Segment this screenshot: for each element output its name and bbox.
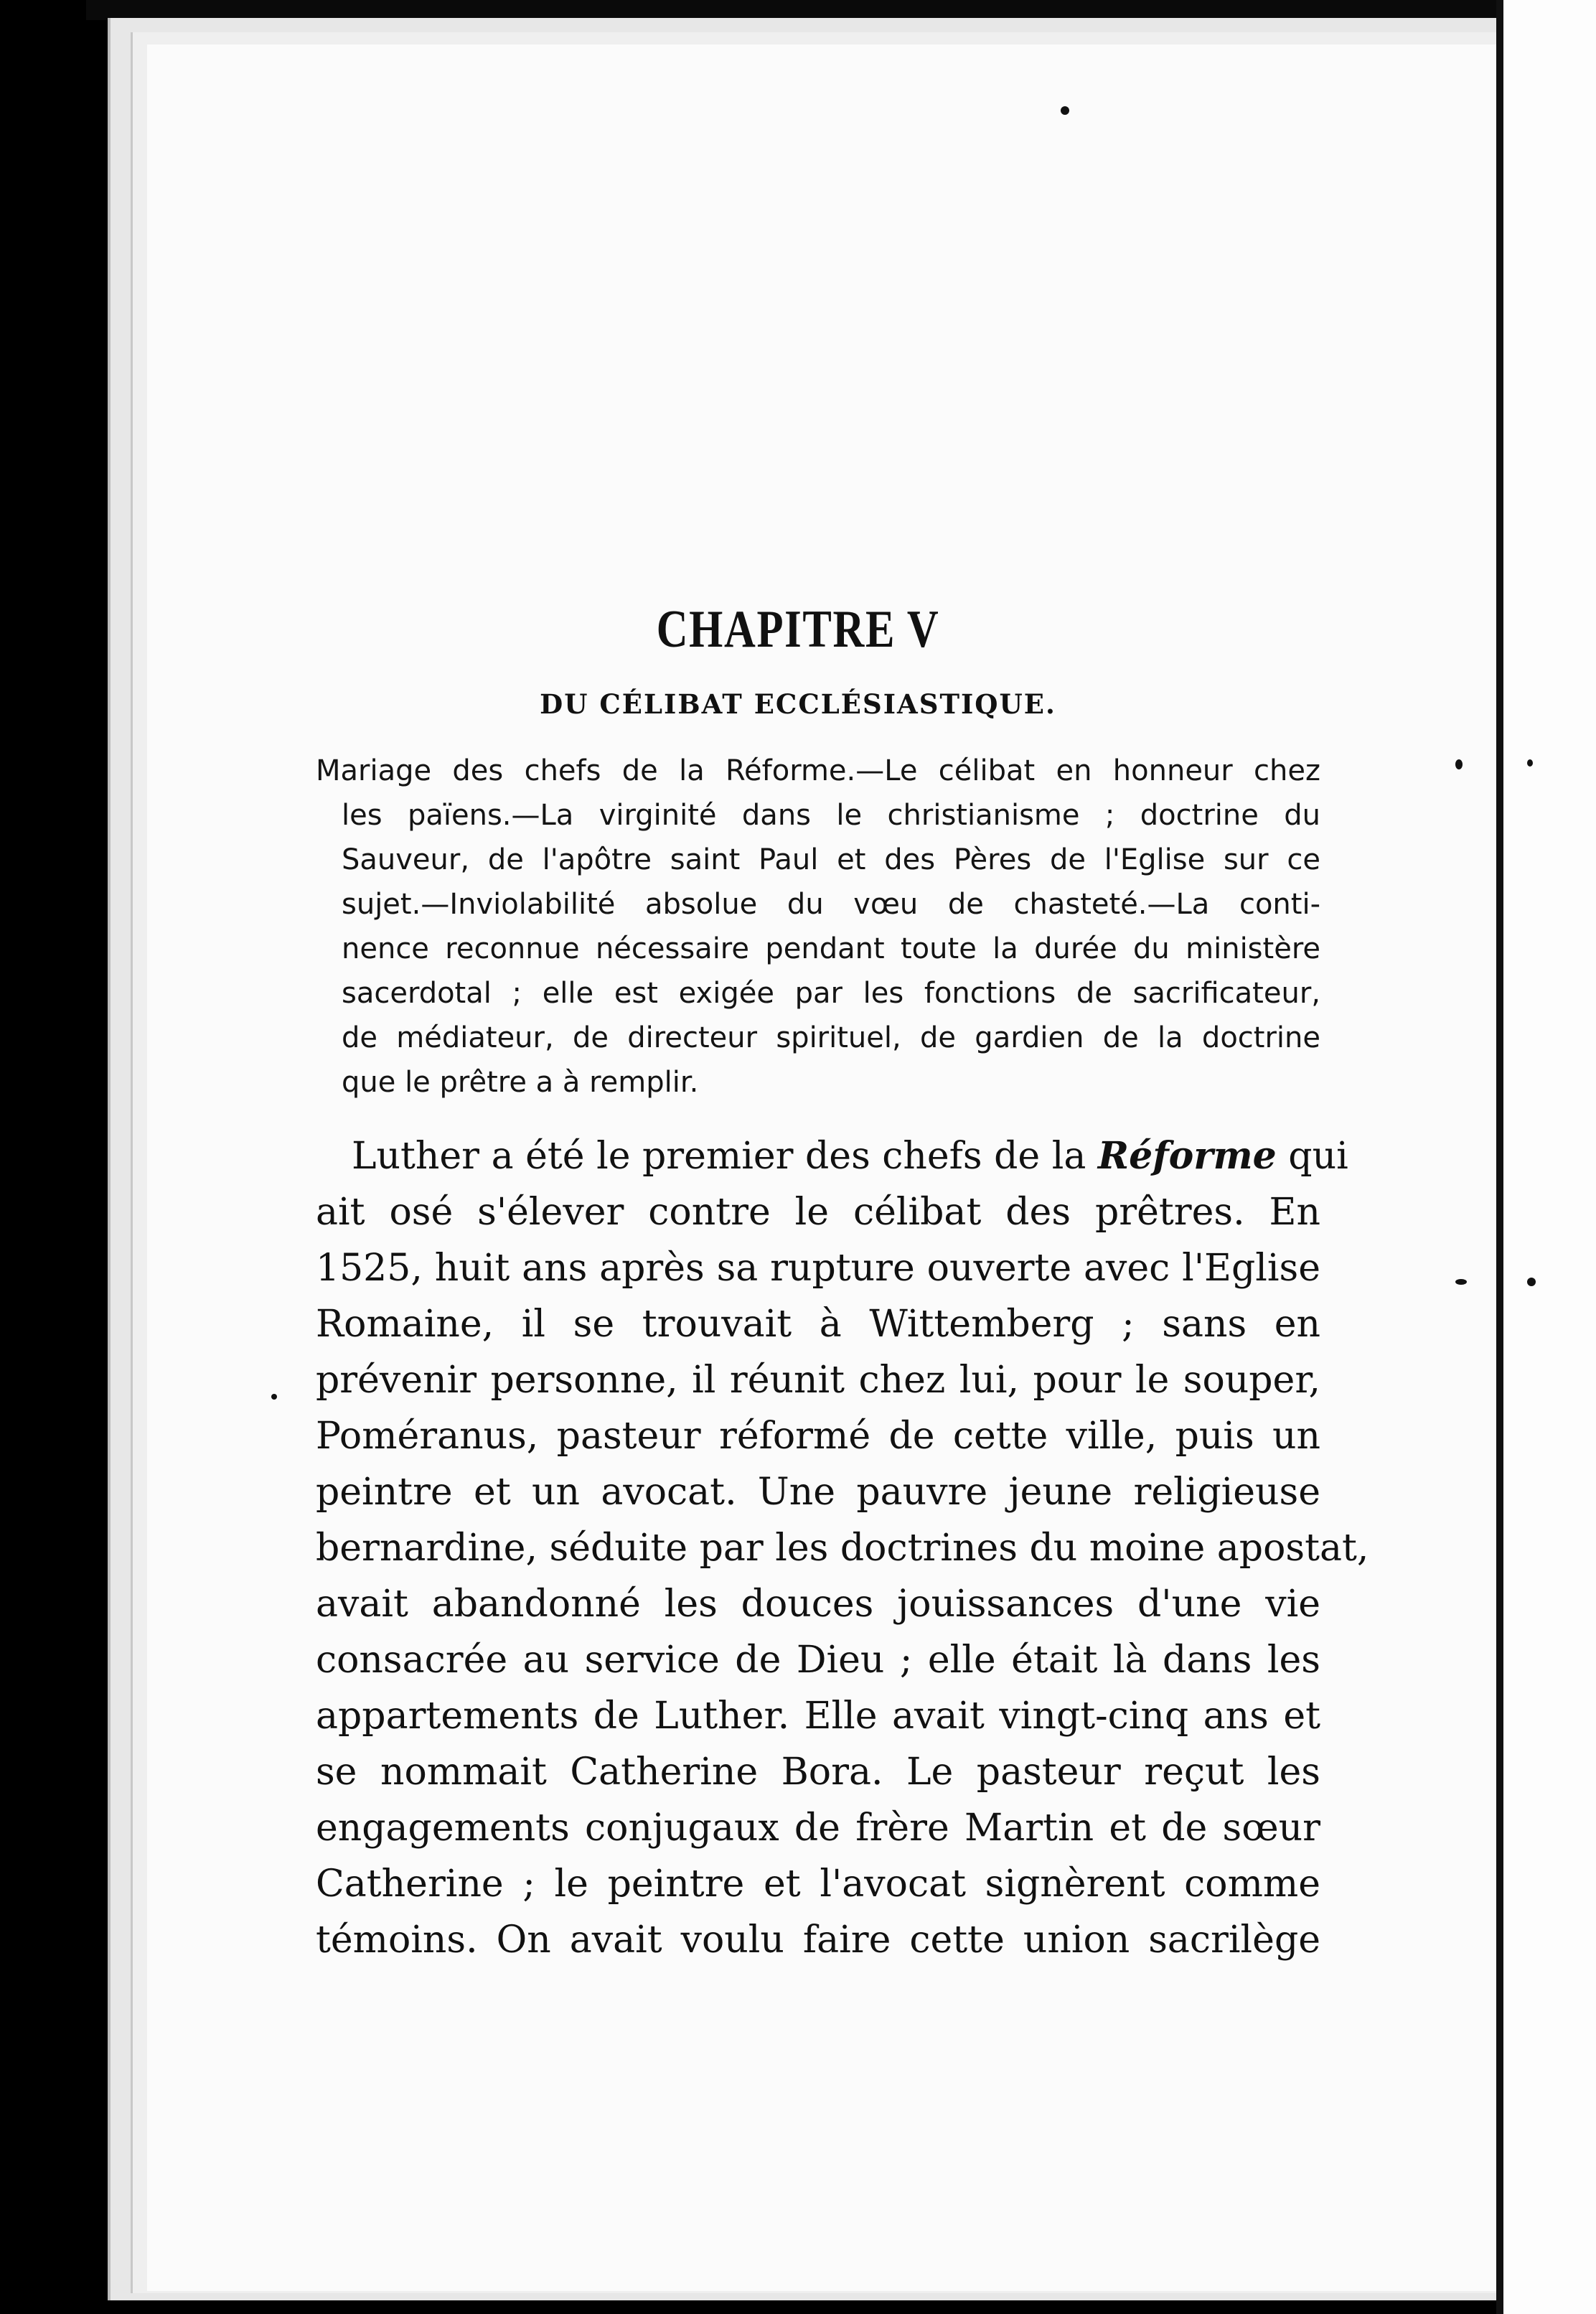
body-line: Romaine, il se trouvait à Wittemberg ; sans en — [316, 1303, 1320, 1346]
body-line: Catherine ; le peintre et l'avocat signèrent comme — [316, 1863, 1320, 1906]
body-line: consacrée au service de Dieu ; elle était là dans les — [316, 1639, 1320, 1682]
chapter-subtitle: DU CÉLIBAT ECCLÉSIASTIQUE. — [540, 688, 1056, 720]
summary-line: de médiateur, de directeur spirituel, de gardien de la doctrine — [342, 1021, 1320, 1054]
chapter-summary — [316, 749, 1320, 1105]
summary-line: que le prêtre a à remplir. — [342, 1066, 699, 1099]
body-line: peintre et un avocat. Une pauvre jeune religieuse — [316, 1471, 1320, 1514]
body-line: Poméranus, pasteur réformé de cette ville, puis un — [316, 1415, 1320, 1458]
summary-line: les païens.—La virginité dans le christianisme ; doctrine du — [342, 799, 1320, 832]
ink-speck — [271, 1394, 277, 1400]
body-line: témoins. On avait voulu faire cette union sacrilège — [316, 1919, 1320, 1962]
ink-speck — [1061, 106, 1069, 115]
emphasized-title: Réforme — [1097, 1134, 1277, 1178]
ink-speck — [1455, 759, 1463, 769]
body-line: prévenir personne, il réunit chez lui, pour le souper, — [316, 1359, 1320, 1402]
body-text-run: Luther a été le premier des chefs de la — [352, 1135, 1098, 1178]
body-line: ait osé s'élever contre le célibat des prêtres. En — [316, 1191, 1320, 1234]
summary-line: sacerdotal ; elle est exigée par les fonctions de sacrificateur, — [342, 977, 1320, 1010]
body-line: avait abandonné les douces jouissances d'une vie — [316, 1583, 1320, 1626]
summary-line: Mariage des chefs de la Réforme.—Le célibat en honneur chez — [316, 754, 1320, 787]
body-line: 1525, huit ans après sa rupture ouverte avec l'Eglise — [316, 1247, 1320, 1290]
chapter-body — [316, 1128, 1369, 1968]
body-line: engagements conjugaux de frère Martin et de sœur — [316, 1807, 1320, 1850]
body-line — [316, 1128, 1348, 1184]
body-line: bernardine, séduite par les doctrines du moine apostat, — [316, 1527, 1369, 1570]
chapter-title: CHAPITRE V — [656, 599, 940, 659]
facing-page-margin — [1503, 0, 1596, 2314]
scan-top-border — [86, 0, 1521, 20]
body-text-run: qui — [1276, 1135, 1348, 1178]
ink-speck — [1527, 1278, 1536, 1286]
summary-line: Sauveur, de l'apôtre saint Paul et des Pères de l'Eglise sur ce — [342, 843, 1320, 876]
summary-line: sujet.—Inviolabilité absolue du vœu de chasteté.—La conti- — [342, 888, 1320, 921]
page-gutter-line — [1496, 0, 1503, 2314]
summary-line: nence reconnue nécessaire pendant toute la durée du ministère — [342, 932, 1320, 965]
ink-speck — [1455, 1279, 1467, 1285]
ink-speck — [1527, 759, 1533, 767]
body-line: appartements de Luther. Elle avait vingt-cinq ans et — [316, 1695, 1320, 1738]
body-line: se nommait Catherine Bora. Le pasteur reçut les — [316, 1751, 1320, 1794]
